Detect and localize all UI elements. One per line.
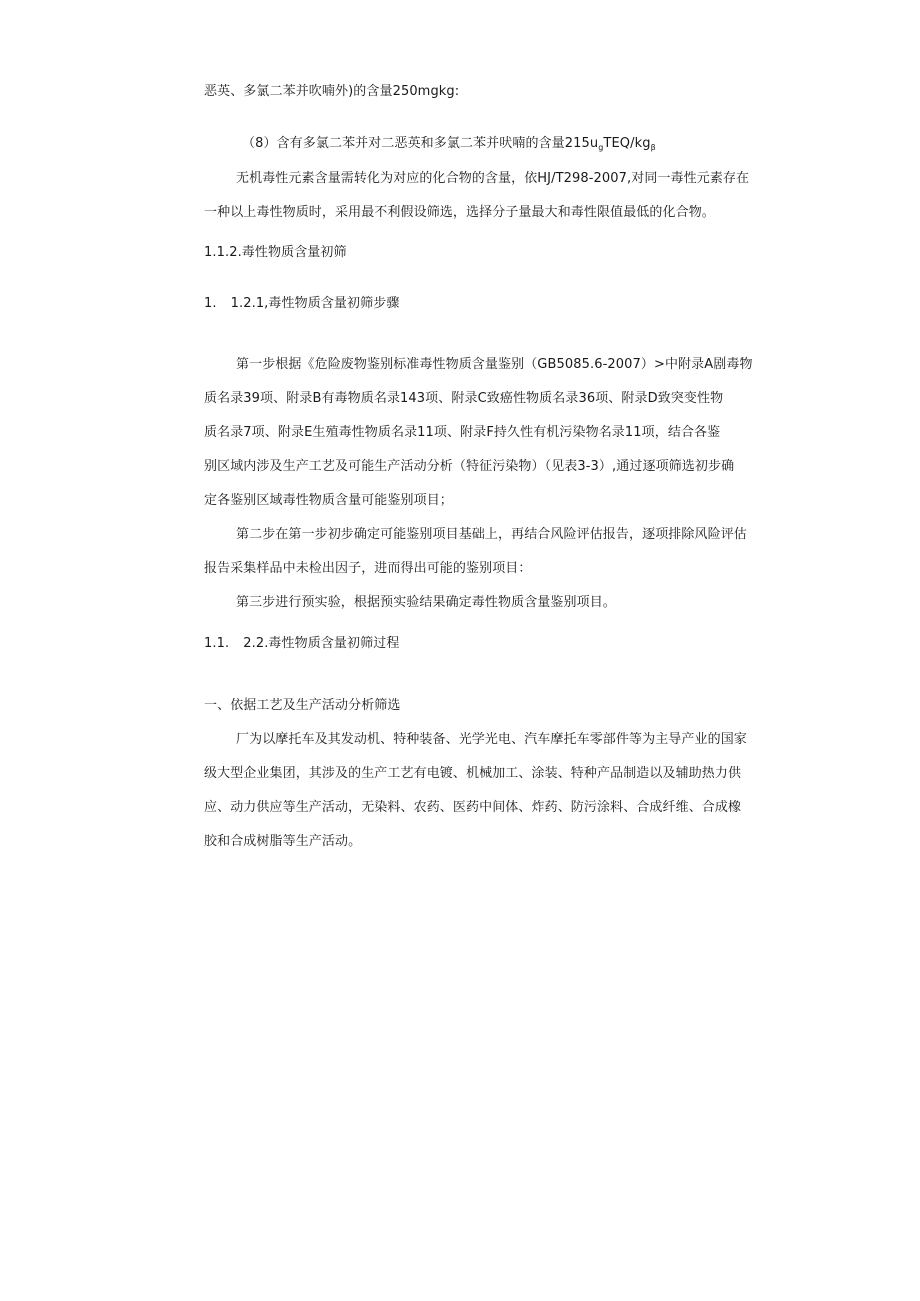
paragraph-line: 无机毒性元素含量需转化为对应的化合物的含量，依HJ/T298-2007,对同一毒性元素存在 — [236, 171, 750, 186]
paragraph-line: 第一步根据《危险废物鉴别标准毒性物质含量鉴别（GB5085.6-2007）>中附录A剧毒物 — [236, 357, 753, 372]
heading-text: 2.2.毒性物质含量初筛过程 — [243, 636, 400, 651]
paragraph-line: 胶和合成树脂等生产活动。 — [204, 834, 362, 849]
section-heading-1-1-2-1 — [204, 296, 399, 312]
unit-subscript: g — [598, 143, 604, 152]
paragraph-line: 定各鉴别区域毒性物质含量可能鉴别项目； — [204, 493, 453, 508]
paragraph-line: 质名录7项、附录E生殖毒性物质名录11项、附录F持久性有机污染物名录11项，结合各鉴 — [204, 425, 721, 440]
paragraph-line: 别区域内涉及生产工艺及可能生产活动分析（特征污染物）（见表3-3）,通过逐项筛选初步确 — [204, 459, 735, 474]
subsection-heading: 一、依据工艺及生产活动分析筛选 — [204, 698, 401, 713]
heading-number: 1. — [204, 296, 217, 311]
paragraph-line: 报告采集样品中未检出因子，进而得出可能的鉴别项目： — [204, 561, 532, 576]
section-heading-1-1-2: 1.1.2.毒性物质含量初筛 — [204, 245, 347, 260]
item-8-text: （8）含有多氯二苯并对二恶英和多氯二苯并吠喃的含量215u — [242, 136, 599, 151]
paragraph-line: 厂为以摩托车及其发动机、特种装备、光学光电、汽车摩托车零部件等为主导产业的国家 — [236, 732, 747, 747]
item-8-line — [242, 136, 656, 152]
section-heading-1-1-2-2 — [204, 636, 399, 652]
paragraph-line: 质名录39项、附录B有毒物质名录143项、附录C致癌性物质名录36项、附录D致突变性物 — [204, 391, 724, 406]
unit-subscript: β — [650, 143, 656, 152]
paragraph-line: 恶英、多氯二苯并吹喃外)的含量250mgkg: — [204, 84, 460, 99]
paragraph-line: 应、动力供应等生产活动，无染料、农药、医药中间体、炸药、防污涂料、合成纤维、合成橡 — [204, 800, 742, 815]
unit-text: TEQ/kg — [603, 136, 651, 151]
paragraph-line: 第二步在第一步初步确定可能鉴别项目基础上，再结合风险评估报告，逐项排除风险评估 — [236, 527, 747, 542]
paragraph-line: 第三步进行预实验，根据预实验结果确定毒性物质含量鉴别项目。 — [236, 595, 616, 610]
paragraph-line: 一种以上毒性物质时，采用最不利假设筛选，选择分子量最大和毒性限值最低的化合物。 — [204, 205, 715, 220]
heading-text: 1.2.1,毒性物质含量初筛步骤 — [230, 296, 400, 311]
paragraph-line: 级大型企业集团，其涉及的生产工艺有电镀、机械加工、涂装、特种产品制造以及辅助热力供 — [204, 766, 742, 781]
heading-number: 1.1. — [204, 636, 230, 651]
